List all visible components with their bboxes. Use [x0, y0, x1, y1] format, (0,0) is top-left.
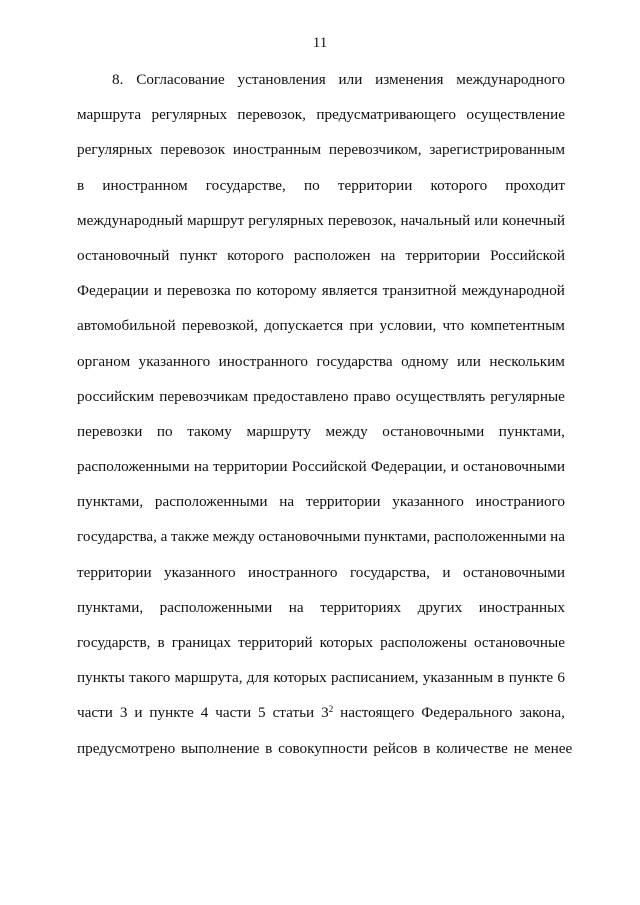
- word: перевозок,: [237, 106, 306, 124]
- word: расположенными: [159, 598, 273, 616]
- page-number: 11: [312, 35, 328, 51]
- word: перевозчиком,: [328, 141, 422, 159]
- word: между: [212, 528, 255, 546]
- word: части: [215, 704, 252, 722]
- word: которых: [319, 634, 374, 651]
- word: пунктами,: [364, 528, 431, 546]
- word: остановочными: [463, 458, 565, 476]
- word: начальный: [400, 211, 471, 229]
- word: регулярных: [248, 211, 324, 229]
- word: является: [321, 282, 378, 300]
- word: остановочными: [462, 563, 565, 581]
- word: закона,: [519, 704, 565, 722]
- word: также: [170, 528, 209, 546]
- word: или: [457, 352, 481, 370]
- word: маршруту: [246, 422, 311, 440]
- word: государства,: [77, 528, 157, 546]
- word: установления: [237, 71, 326, 88]
- word: перевозкой,: [181, 317, 258, 335]
- word: не: [513, 739, 529, 757]
- word: международный: [77, 211, 183, 229]
- word: выполнение: [181, 739, 260, 757]
- word: 3: [119, 704, 128, 722]
- word: на: [550, 528, 565, 546]
- word: иностранных: [478, 598, 565, 616]
- text-line: [77, 62, 565, 97]
- word: в: [157, 634, 165, 651]
- word: такому: [187, 422, 232, 440]
- word: конечный: [502, 211, 565, 229]
- word: пунктами,: [498, 422, 565, 440]
- document-body: [77, 62, 573, 766]
- word: на: [193, 458, 209, 476]
- text-line: [77, 203, 565, 238]
- text-line: [77, 238, 565, 273]
- word: и: [153, 282, 162, 300]
- word: международного: [456, 71, 565, 88]
- word: менее: [534, 739, 573, 757]
- text-line: [77, 379, 565, 414]
- word: перевозчикам: [159, 387, 249, 405]
- word: перевозок: [160, 141, 226, 159]
- text-line: [77, 168, 565, 203]
- word: 5: [258, 704, 266, 722]
- word: которых: [273, 669, 327, 687]
- word: 4: [200, 704, 209, 722]
- word: Федерального: [421, 704, 513, 722]
- word: перевозки: [77, 422, 143, 440]
- text-line: [77, 660, 565, 695]
- word: международной: [461, 282, 565, 300]
- word: территории: [337, 176, 413, 194]
- word: для: [246, 669, 270, 687]
- word: пункте: [508, 669, 554, 687]
- word: Российской: [291, 458, 367, 476]
- word: других: [417, 598, 463, 616]
- text-line: [77, 97, 565, 132]
- word: государств,: [77, 634, 151, 651]
- word: и: [134, 704, 143, 722]
- word: в: [77, 176, 85, 194]
- word: одному: [401, 352, 449, 370]
- word: указанного: [164, 563, 236, 581]
- text-line: [77, 519, 565, 554]
- word: расписанием,: [331, 669, 419, 687]
- word: а: [160, 528, 168, 546]
- word: нескольким: [489, 352, 565, 370]
- word: настоящего: [340, 704, 415, 722]
- word: которому: [256, 282, 317, 300]
- word: пункты: [77, 669, 125, 687]
- word: рейсов: [373, 739, 418, 757]
- word: которого: [430, 176, 488, 194]
- word: по: [303, 176, 320, 194]
- word: $3^2$: [321, 704, 334, 722]
- word: иностранного: [218, 352, 309, 370]
- word: органом: [77, 352, 131, 370]
- word: Федерации: [77, 282, 149, 300]
- word: условии,: [379, 317, 437, 335]
- word: компетентным: [470, 317, 565, 335]
- word: территории: [77, 563, 152, 581]
- word: российским: [77, 387, 155, 405]
- word: расположен: [293, 246, 371, 264]
- word: совокупности: [278, 739, 368, 757]
- word: осуществлять: [395, 387, 486, 405]
- word: регулярных: [151, 106, 228, 124]
- word: зарегистрированным: [429, 141, 565, 159]
- word: на: [279, 493, 295, 511]
- word: маршрут: [187, 211, 245, 229]
- word: остановочными: [258, 528, 361, 546]
- word: территорий: [238, 634, 313, 651]
- word: или: [474, 211, 499, 229]
- word: проходит: [505, 176, 565, 194]
- word: допускается: [264, 317, 344, 335]
- word: границах: [171, 634, 231, 651]
- text-line: [77, 132, 565, 167]
- word: пунктами,: [77, 598, 144, 616]
- word: пункте: [149, 704, 194, 722]
- word: расположены: [380, 634, 467, 651]
- word: по: [156, 422, 173, 440]
- word: территориях: [320, 598, 402, 616]
- word: расположенными: [77, 458, 190, 476]
- text-line: [77, 590, 565, 625]
- word: территории: [405, 246, 481, 264]
- word: иностранном: [102, 176, 188, 194]
- word: указанного: [138, 352, 211, 370]
- word: государства,: [349, 563, 430, 581]
- word: такого: [129, 669, 171, 687]
- word: государства: [316, 352, 393, 370]
- word: статьи: [272, 704, 315, 722]
- word: государстве,: [205, 176, 286, 194]
- word: указанным: [422, 669, 494, 687]
- word: и: [442, 563, 451, 581]
- word: перевозок,: [327, 211, 397, 229]
- word: 6: [557, 669, 565, 687]
- word: осуществление: [466, 106, 565, 124]
- text-line: [77, 414, 565, 449]
- word: при: [349, 317, 374, 335]
- word: указанного: [392, 493, 464, 511]
- text-line: [77, 273, 565, 308]
- word: в: [265, 739, 273, 757]
- word: территории: [305, 493, 381, 511]
- word: пунктами,: [77, 493, 144, 511]
- word: Федерации,: [370, 458, 447, 476]
- text-line: [77, 731, 573, 766]
- word: или: [338, 71, 363, 88]
- word: количестве: [436, 739, 508, 757]
- word: остановочный: [77, 246, 170, 264]
- word: которого: [227, 246, 284, 264]
- word: 8.: [112, 71, 124, 88]
- text-line: [77, 344, 565, 379]
- text-line: [77, 695, 565, 730]
- text-line: [77, 449, 565, 484]
- word: регулярные: [490, 387, 565, 405]
- word: Российской: [490, 246, 565, 264]
- word: части: [77, 704, 113, 722]
- text-line: [77, 484, 565, 519]
- word: транзитной: [382, 282, 457, 300]
- word: право: [353, 387, 391, 405]
- word: на: [380, 246, 396, 264]
- word: по: [235, 282, 252, 300]
- word: остановочные: [473, 634, 565, 651]
- word: на: [288, 598, 304, 616]
- word: между: [325, 422, 368, 440]
- word: перевозка: [166, 282, 231, 300]
- text-line: [77, 308, 565, 343]
- text-line: [77, 625, 565, 660]
- word: предусматривающего: [316, 106, 457, 124]
- word: Согласование: [136, 71, 225, 88]
- word: пункт: [179, 246, 218, 264]
- word: автомобильной: [77, 317, 176, 335]
- word: остановочными: [382, 422, 485, 440]
- word: иностранным: [232, 141, 322, 159]
- word: иностраниого: [475, 493, 565, 511]
- word: расположенными: [433, 528, 547, 546]
- word: маршрута: [77, 106, 142, 124]
- text-line: [77, 555, 565, 590]
- word: в: [423, 739, 431, 757]
- word: регулярных: [77, 141, 153, 159]
- word: предоставлено: [253, 387, 349, 405]
- word: что: [442, 317, 465, 335]
- word: предусмотрено: [77, 739, 176, 757]
- word: расположенными: [154, 493, 268, 511]
- word: изменения: [375, 71, 444, 88]
- word: и: [450, 458, 459, 476]
- word: территории: [212, 458, 288, 476]
- word: в: [497, 669, 505, 687]
- word: маршрута,: [174, 669, 243, 687]
- word: иностранного: [248, 563, 338, 581]
